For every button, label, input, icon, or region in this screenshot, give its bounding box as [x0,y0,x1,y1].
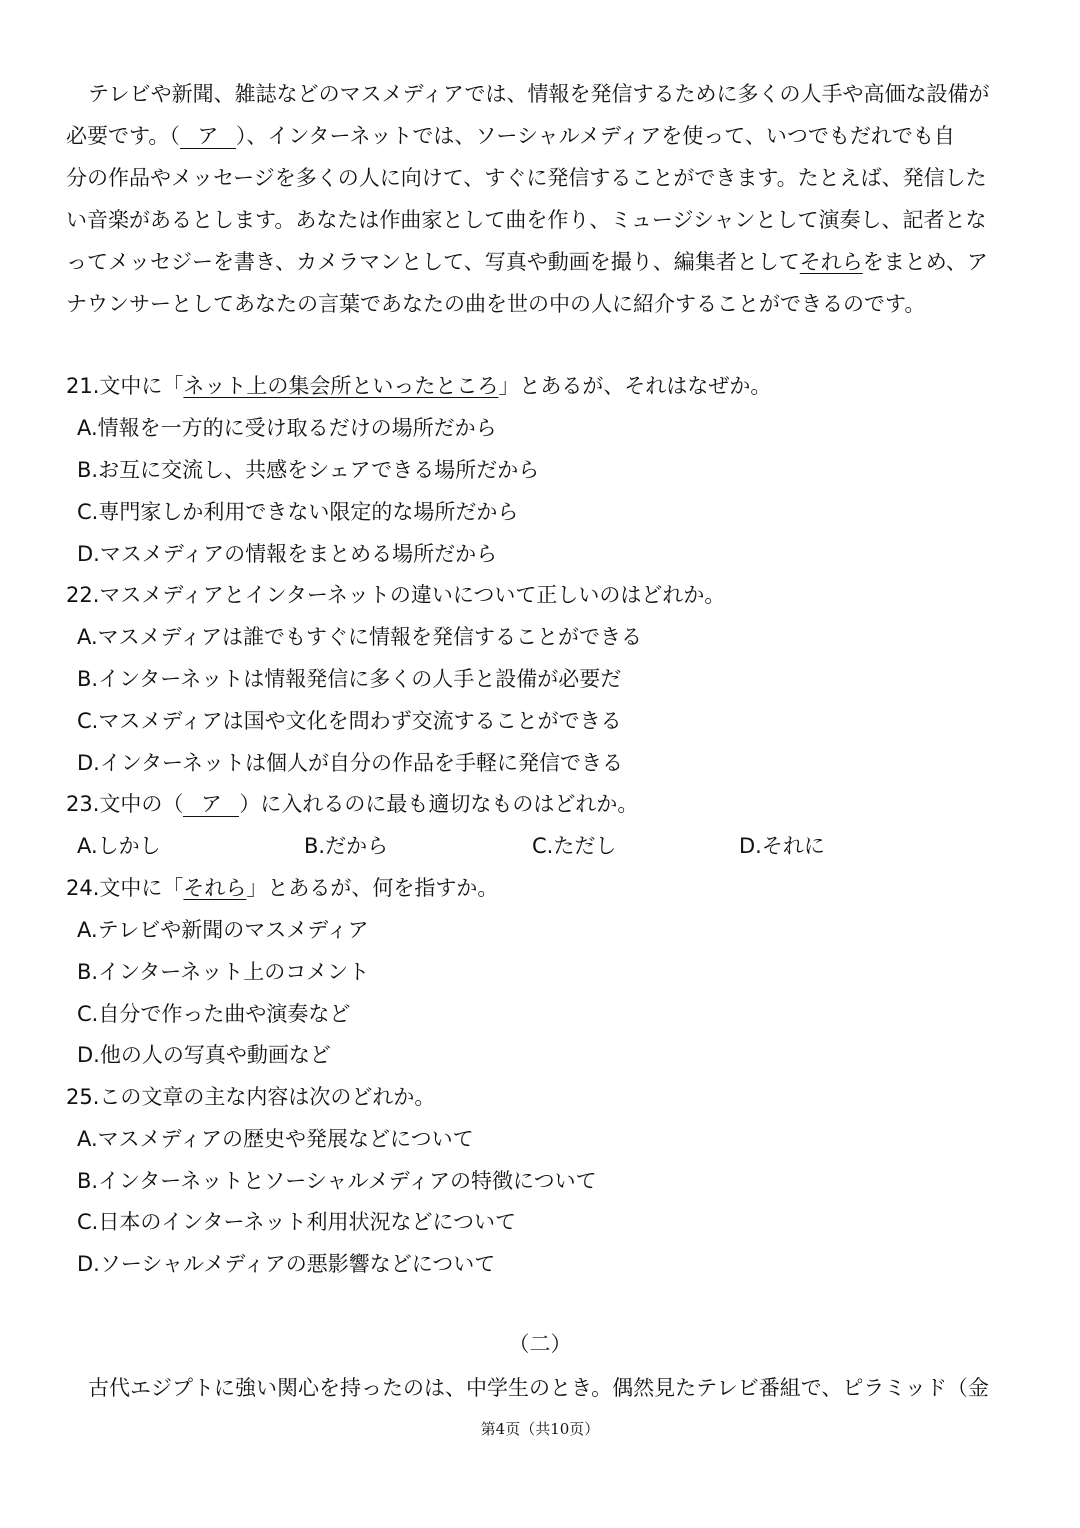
option-21-c: C.専門家しか利用できない限定的な場所だから [77,500,519,524]
question-text: 」とあるが、何を指すか。 [246,876,499,900]
option-22-c: C.マスメディアは国や文化を問わず交流することができる [77,709,622,733]
passage-line-6: ナウンサーとしてあなたの言葉であなたの曲を世の中の人に紹介することができるのです。 [66,292,926,316]
underlined-term: それら [799,250,863,274]
question-text: 24.文中に「 [66,876,184,900]
question-24 [66,874,1026,902]
underlined-term: それら [183,876,247,900]
option-23-b: B.だから [304,834,389,858]
option-25-a: A.マスメディアの歴史や発展などについて [77,1127,474,1151]
option-24-c: C.自分で作った曲や演奏など [77,1002,351,1026]
page-footer: 第4页（共10页） [480,1420,600,1438]
question-text: ）に入れるのに最も適切なものはどれか。 [239,792,639,816]
option-21-d: D.マスメディアの情報をまとめる場所だから [77,542,498,566]
question-text: 23.文中の（ [66,792,184,816]
passage-text: 必要です。（ [66,124,180,148]
passage-text: をまとめ、ア [862,250,988,274]
passage-line-5 [66,248,1026,276]
passage-text: ってメッセジーを書き、カメラマンとして、写真や動画を撮り、編集者として [66,250,800,274]
option-21-a: A.情報を一方的に受け取るだけの場所だから [77,416,497,440]
option-25-c: C.日本のインターネット利用状況などについて [77,1210,517,1234]
section2-line-1: 古代エジプトに強い関心を持ったのは、中学生のとき。偶然見たテレビ番組で、ピラミッド（金 [88,1376,989,1400]
blank-a: ア [183,792,239,817]
option-23-a: A.しかし [77,834,161,858]
option-23-c: C.ただし [532,834,617,858]
underlined-term: ネット上の集会所といったところ [183,374,499,398]
option-24-b: B.インターネット上のコメント [77,960,370,984]
question-text: 」とあるが、それはなぜか。 [498,374,772,398]
question-25: 25.この文章の主な内容は次のどれか。 [66,1085,436,1109]
option-23-d: D.それに [739,834,825,858]
option-22-d: D.インターネットは個人が自分の作品を手軽に発信できる [77,751,623,775]
passage-line-1: テレビや新聞、雑誌などのマスメディアでは、情報を発信するために多くの人手や高価な設備が [88,82,990,106]
passage-text: ）、インターネットでは、ソーシャルメディアを使って、いつでもだれでも自 [235,124,955,148]
options-23-row [66,832,1026,860]
passage-line-4: い音楽があるとします。あなたは作曲家として曲を作り、ミュージシャンとして演奏し、記者とな [66,208,987,232]
question-text: 21.文中に「 [66,374,184,398]
section-heading: （二） [508,1332,572,1356]
option-25-d: D.ソーシャルメディアの悪影響などについて [77,1252,496,1276]
question-22: 22.マスメディアとインターネットの違いについて正しいのはどれか。 [66,583,726,607]
option-22-a: A.マスメディアは誰でもすぐに情報を発信することができる [77,625,642,649]
blank-a: ア [180,124,236,149]
option-21-b: B.お互に交流し、共感をシェアできる場所だから [77,458,540,482]
option-24-d: D.他の人の写真や動画など [77,1043,331,1067]
passage-line-2 [66,122,1026,150]
option-24-a: A.テレビや新聞のマスメディア [77,918,369,942]
option-25-b: B.インターネットとソーシャルメディアの特徴について [77,1169,597,1193]
passage-line-3: 分の作品やメッセージを多くの人に向けて、すぐに発信することができます。たとえば、発信した [66,166,987,190]
option-22-b: B.インターネットは情報発信に多くの人手と設備が必要だ [77,667,622,691]
question-21 [66,372,1026,400]
question-23 [66,790,1026,818]
